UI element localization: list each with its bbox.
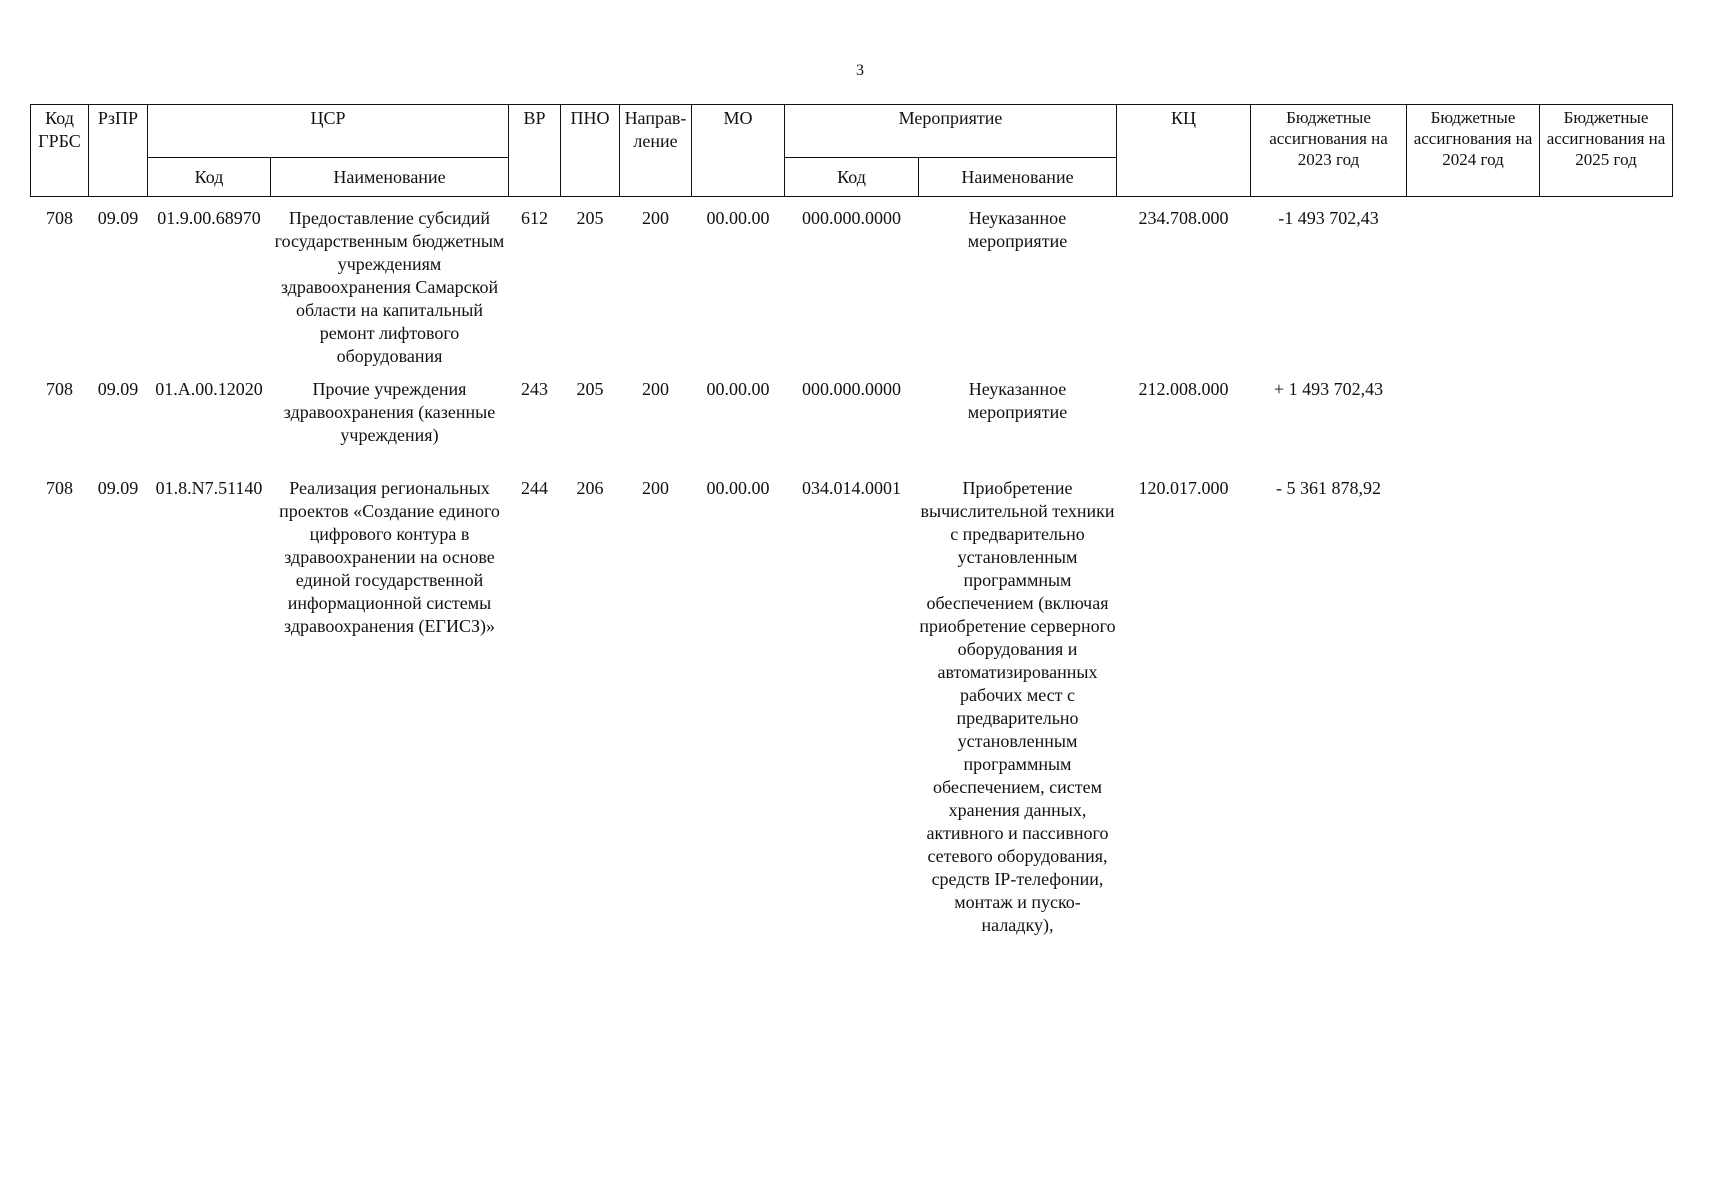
cell-pno: 205 xyxy=(576,379,604,399)
cell-napravlenie: 200 xyxy=(642,208,669,228)
header-csr-name: Наименование xyxy=(271,158,509,197)
cell-mer-name: Неуказанное мероприятие xyxy=(967,208,1068,251)
cell-kc: 120.017.000 xyxy=(1138,478,1229,498)
cell-mer-kod: 000.000.0000 xyxy=(802,379,901,399)
cell-mo: 00.00.00 xyxy=(706,379,770,399)
header-budget-2024: Бюджетные ассигнования на 2024 год xyxy=(1407,105,1540,197)
table-row xyxy=(31,447,1673,937)
cell-budget-2024 xyxy=(1407,368,1540,447)
header-csr-kod: Код xyxy=(148,158,271,197)
cell-budget-2025 xyxy=(1540,447,1673,937)
budget-table xyxy=(30,104,1673,937)
cell-budget-2025 xyxy=(1540,197,1673,369)
cell-vr: 243 xyxy=(521,379,548,399)
table-row xyxy=(31,197,1673,369)
cell-budget-2023: - 5 361 878,92 xyxy=(1276,478,1381,498)
header-pno: ПНО xyxy=(561,105,620,197)
cell-csr-name: Реализация региональных проектов «Создание единого цифрового контура в здравоохранении на основе единой государственной информационной системы здравоохранения (ЕГИСЗ)» xyxy=(279,478,500,636)
cell-pno: 206 xyxy=(576,478,604,498)
cell-budget-2025 xyxy=(1540,368,1673,447)
header-rzpr: РзПР xyxy=(89,105,148,197)
header-mer-name: Наименование xyxy=(919,158,1117,197)
cell-csr-name: Предоставление субсидий государственным бюджетным учреждениям здравоохранения Самарской области на капитальный ремонт лифтового оборудования xyxy=(274,208,505,366)
header-vr: ВР xyxy=(509,105,561,197)
header-kod-grbs: Код ГРБС xyxy=(31,105,89,197)
cell-kc: 212.008.000 xyxy=(1138,379,1229,399)
header-budget-2025: Бюджетные ассигнования на 2025 год xyxy=(1540,105,1673,197)
cell-mer-name: Неуказанное мероприятие xyxy=(967,379,1068,422)
cell-rzpr: 09.09 xyxy=(97,478,139,498)
table-header xyxy=(31,105,1673,197)
cell-vr: 612 xyxy=(521,208,548,228)
cell-csr-kod: 01.А.00.12020 xyxy=(155,379,263,399)
table-row xyxy=(31,368,1673,447)
cell-grbs: 708 xyxy=(46,208,73,228)
header-kc: КЦ xyxy=(1117,105,1251,197)
cell-napravlenie: 200 xyxy=(642,379,669,399)
header-csr: ЦСР xyxy=(148,105,509,158)
cell-mer-kod: 034.014.0001 xyxy=(802,478,901,498)
header-mer-kod: Код xyxy=(785,158,919,197)
cell-csr-name: Прочие учреждения здравоохранения (казенные учреждения) xyxy=(283,379,496,445)
cell-mer-kod: 000.000.0000 xyxy=(802,208,901,228)
cell-budget-2024 xyxy=(1407,197,1540,369)
cell-budget-2023: + 1 493 702,43 xyxy=(1273,379,1384,399)
cell-rzpr: 09.09 xyxy=(97,379,139,399)
page-number: 3 xyxy=(856,62,864,79)
cell-csr-kod: 01.8.N7.51140 xyxy=(155,478,263,498)
cell-pno: 205 xyxy=(576,208,604,228)
cell-mer-name: Приобретение вычислительной техники с предварительно установленным программным обеспечением (включая приобретение серверного оборудования и автоматизированных рабочих мест с предварительно установленным программным обеспечением, систем хранения данных, активного и пассивного сетевого оборудования, средств IP-телефонии, монтаж и пуско-наладку), xyxy=(919,478,1116,935)
cell-budget-2024 xyxy=(1407,447,1540,937)
header-mo: МО xyxy=(692,105,785,197)
cell-mo: 00.00.00 xyxy=(706,478,770,498)
cell-grbs: 708 xyxy=(46,478,73,498)
header-budget-2023: Бюджетные ассигнования на 2023 год xyxy=(1251,105,1407,197)
cell-mo: 00.00.00 xyxy=(706,208,770,228)
cell-kc: 234.708.000 xyxy=(1138,208,1229,228)
cell-rzpr: 09.09 xyxy=(97,208,139,228)
cell-napravlenie: 200 xyxy=(642,478,669,498)
header-meropriyatie: Мероприятие xyxy=(785,105,1117,158)
header-napravlenie: Направ-ление xyxy=(620,105,692,197)
cell-grbs: 708 xyxy=(46,379,73,399)
cell-csr-kod: 01.9.00.68970 xyxy=(157,208,261,228)
cell-vr: 244 xyxy=(521,478,548,498)
cell-budget-2023: -1 493 702,43 xyxy=(1278,208,1379,228)
